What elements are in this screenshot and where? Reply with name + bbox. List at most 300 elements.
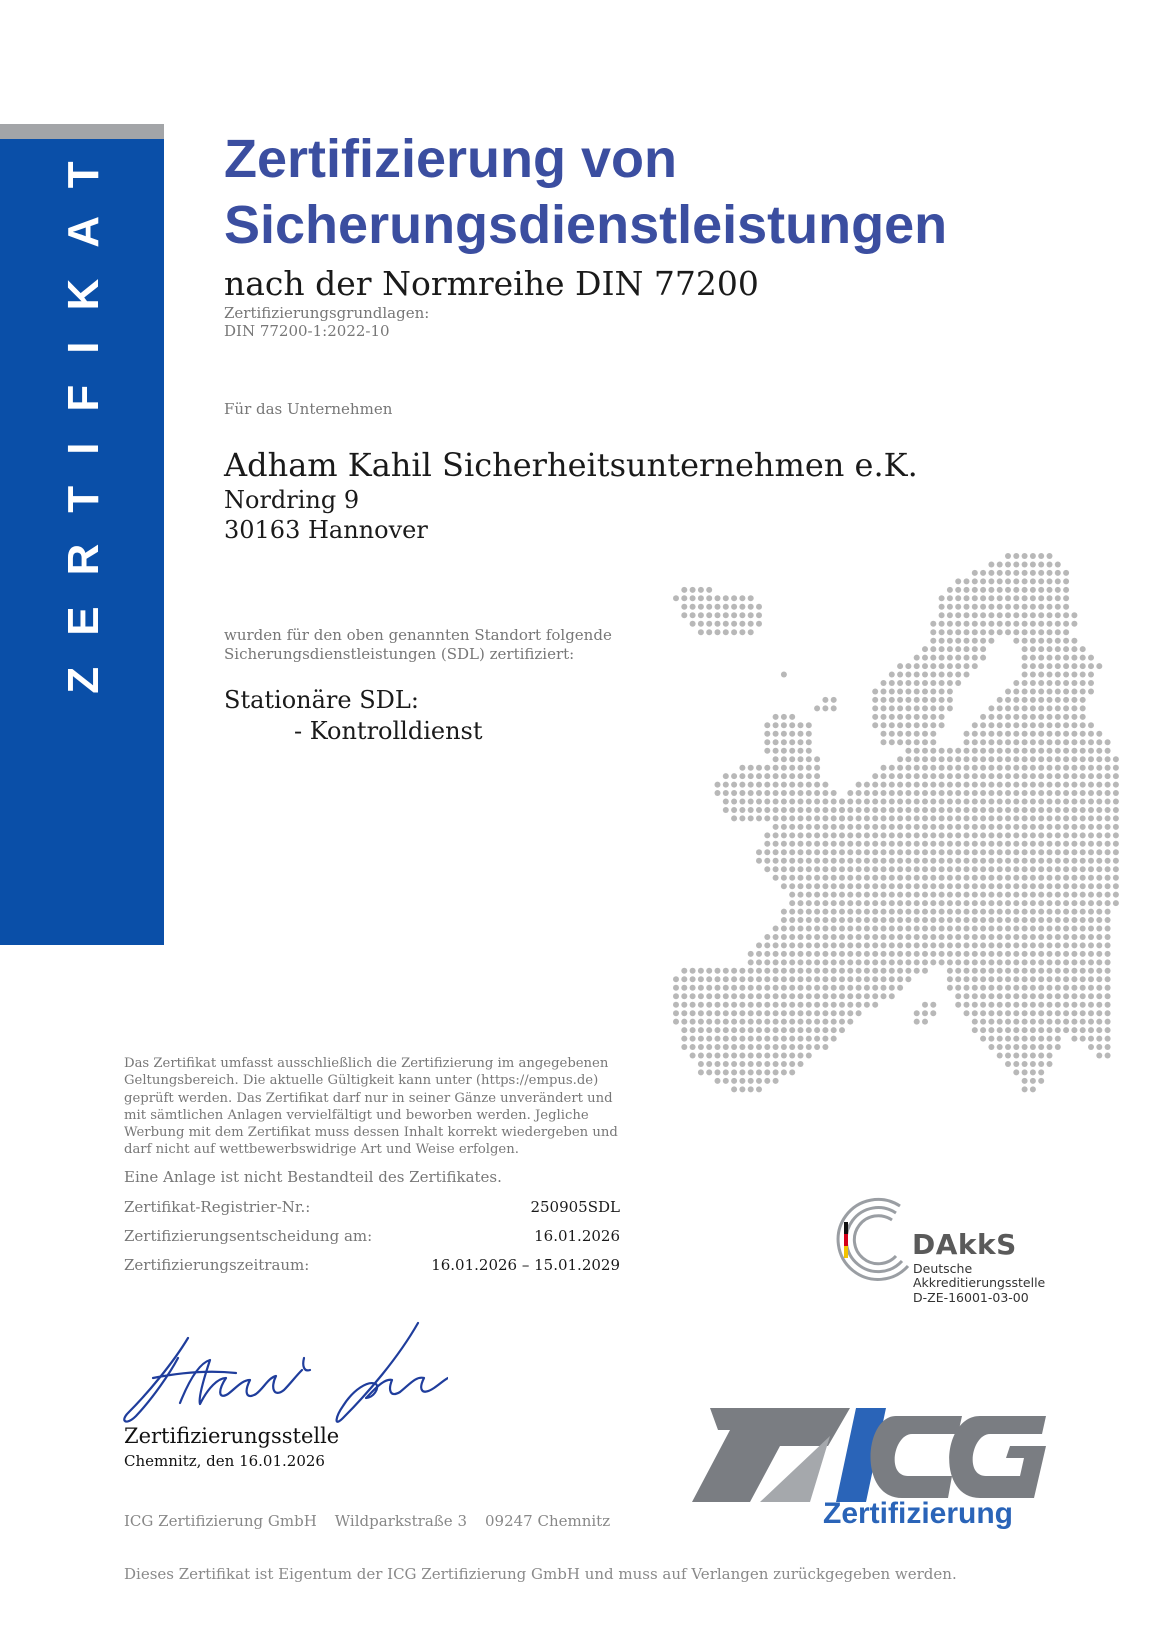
map-dot: [773, 824, 779, 830]
map-dot: [872, 959, 878, 965]
map-dot: [789, 765, 795, 771]
map-dot: [715, 1061, 721, 1067]
map-dot: [1047, 883, 1053, 889]
map-dot: [905, 917, 911, 923]
map-dot: [897, 909, 903, 915]
map-dot: [1013, 790, 1019, 796]
map-dot: [756, 621, 762, 627]
map-dot: [1096, 1036, 1102, 1042]
map-dot: [914, 697, 920, 703]
map-dot: [806, 900, 812, 906]
map-dot: [922, 807, 928, 813]
map-dot: [690, 587, 696, 593]
map-dot: [1030, 604, 1036, 610]
map-dot: [1013, 1053, 1019, 1059]
map-dot: [1030, 663, 1036, 669]
map-dot: [905, 934, 911, 940]
map-dot: [897, 858, 903, 864]
map-dot: [822, 815, 828, 821]
map-dot: [1005, 1027, 1011, 1033]
map-dot: [864, 892, 870, 898]
map-dot: [1013, 553, 1019, 559]
map-dot: [1080, 1002, 1086, 1008]
map-dot: [1063, 629, 1069, 635]
map-dot: [1022, 976, 1028, 982]
map-dot: [731, 1044, 737, 1050]
map-dot: [1030, 731, 1036, 737]
map-dot: [781, 993, 787, 999]
map-dot: [1063, 807, 1069, 813]
map-dot: [1030, 714, 1036, 720]
map-dot: [864, 985, 870, 991]
map-dot: [914, 858, 920, 864]
map-dot: [773, 934, 779, 940]
map-dot: [814, 909, 820, 915]
map-dot: [881, 926, 887, 932]
map-dot: [1071, 883, 1077, 889]
map-dot: [1047, 942, 1053, 948]
map-dot: [1055, 951, 1061, 957]
map-dot: [930, 917, 936, 923]
company-city: 30163 Hannover: [224, 516, 428, 544]
map-dot: [748, 1061, 754, 1067]
map-dot: [748, 799, 754, 805]
map-dot: [972, 604, 978, 610]
map-dot: [997, 993, 1003, 999]
map-dot: [764, 858, 770, 864]
map-dot: [1013, 731, 1019, 737]
map-dot: [798, 832, 804, 838]
map-dot: [864, 993, 870, 999]
map-dot: [1030, 900, 1036, 906]
map-dot: [1071, 799, 1077, 805]
map-dot: [806, 824, 812, 830]
map-dot: [806, 731, 812, 737]
map-dot: [1080, 942, 1086, 948]
map-dot: [905, 756, 911, 762]
map-dot: [1113, 824, 1119, 830]
map-dot: [1038, 714, 1044, 720]
map-dot: [1105, 875, 1111, 881]
map-dot: [939, 900, 945, 906]
map-dot: [889, 951, 895, 957]
map-dot: [764, 976, 770, 982]
map-dot: [1071, 815, 1077, 821]
map-dot: [1022, 968, 1028, 974]
map-dot: [1080, 917, 1086, 923]
map-dot: [1063, 773, 1069, 779]
map-dot: [1071, 655, 1077, 661]
map-dot: [897, 832, 903, 838]
map-dot: [1080, 900, 1086, 906]
map-dot: [889, 832, 895, 838]
map-dot: [1071, 892, 1077, 898]
map-dot: [1038, 646, 1044, 652]
map-dot: [731, 1019, 737, 1025]
map-dot: [756, 1010, 762, 1016]
map-dot: [1088, 739, 1094, 745]
map-dot: [1005, 909, 1011, 915]
map-dot: [905, 722, 911, 728]
map-dot: [1013, 968, 1019, 974]
map-dot: [972, 892, 978, 898]
map-dot: [698, 1061, 704, 1067]
map-dot: [1055, 638, 1061, 644]
map-dot: [1088, 858, 1094, 864]
map-dot: [773, 773, 779, 779]
map-dot: [1088, 722, 1094, 728]
map-dot: [980, 570, 986, 576]
map-dot: [1022, 705, 1028, 711]
map-dot: [856, 909, 862, 915]
map-dot: [881, 892, 887, 898]
map-dot: [1071, 689, 1077, 695]
map-dot: [889, 900, 895, 906]
map-dot: [1013, 799, 1019, 805]
map-dot: [789, 1019, 795, 1025]
map-dot: [748, 985, 754, 991]
map-dot: [706, 1027, 712, 1033]
map-dot: [1005, 883, 1011, 889]
map-dot: [1030, 697, 1036, 703]
map-dot: [864, 832, 870, 838]
map-dot: [814, 917, 820, 923]
map-dot: [889, 807, 895, 813]
map-dot: [1047, 722, 1053, 728]
map-dot: [673, 1019, 679, 1025]
map-dot: [1063, 815, 1069, 821]
map-dot: [1005, 875, 1011, 881]
map-dot: [1038, 765, 1044, 771]
map-dot: [1096, 959, 1102, 965]
map-dot: [748, 1002, 754, 1008]
map-dot: [806, 951, 812, 957]
map-dot: [748, 1044, 754, 1050]
map-dot: [964, 663, 970, 669]
map-dot: [881, 722, 887, 728]
map-dot: [1038, 731, 1044, 737]
map-dot: [972, 612, 978, 618]
map-dot: [1063, 849, 1069, 855]
map-dot: [1030, 799, 1036, 805]
map-dot: [980, 866, 986, 872]
map-dot: [980, 731, 986, 737]
scope-category: Stationäre SDL:: [224, 686, 419, 714]
map-dot: [1063, 680, 1069, 686]
map-dot: [723, 799, 729, 805]
map-dot: [1063, 604, 1069, 610]
map-dot: [939, 858, 945, 864]
map-dot: [947, 849, 953, 855]
map-dot: [1047, 748, 1053, 754]
map-dot: [964, 917, 970, 923]
map-dot: [706, 985, 712, 991]
map-dot: [706, 604, 712, 610]
map-dot: [756, 1036, 762, 1042]
map-dot: [756, 815, 762, 821]
map-dot: [972, 959, 978, 965]
map-dot: [881, 773, 887, 779]
map-dot: [889, 765, 895, 771]
map-dot: [1063, 739, 1069, 745]
company-name: Adham Kahil Sicherheitsunternehmen e.K.: [224, 446, 918, 484]
map-dot: [947, 799, 953, 805]
map-dot: [1005, 773, 1011, 779]
map-dot: [789, 985, 795, 991]
map-dot: [889, 680, 895, 686]
map-dot: [1022, 570, 1028, 576]
map-dot: [1055, 875, 1061, 881]
map-dot: [997, 578, 1003, 584]
map-dot: [1080, 909, 1086, 915]
map-dot: [764, 1002, 770, 1008]
map-dot: [964, 959, 970, 965]
map-dot: [764, 722, 770, 728]
map-dot: [1038, 1078, 1044, 1084]
map-dot: [847, 934, 853, 940]
map-dot: [889, 934, 895, 940]
map-dot: [798, 748, 804, 754]
map-dot: [1096, 824, 1102, 830]
map-dot: [789, 1036, 795, 1042]
map-dot: [897, 756, 903, 762]
map-dot: [847, 993, 853, 999]
map-dot: [789, 976, 795, 982]
map-dot: [1088, 799, 1094, 805]
map-dot: [839, 900, 845, 906]
map-dot: [814, 858, 820, 864]
map-dot: [690, 1053, 696, 1059]
map-dot: [905, 858, 911, 864]
map-dot: [781, 790, 787, 796]
map-dot: [1005, 799, 1011, 805]
map-dot: [814, 807, 820, 813]
map-dot: [1005, 705, 1011, 711]
map-dot: [1047, 807, 1053, 813]
map-dot: [1022, 1053, 1028, 1059]
map-dot: [806, 739, 812, 745]
map-dot: [1055, 782, 1061, 788]
map-dot: [798, 976, 804, 982]
map-dot: [731, 976, 737, 982]
map-dot: [972, 655, 978, 661]
map-dot: [781, 722, 787, 728]
map-dot: [856, 824, 862, 830]
map-dot: [1055, 672, 1061, 678]
map-dot: [831, 875, 837, 881]
map-dot: [1038, 824, 1044, 830]
map-dot: [1022, 587, 1028, 593]
map-dot: [1047, 629, 1053, 635]
map-dot: [723, 1053, 729, 1059]
map-dot: [781, 731, 787, 737]
map-dot: [972, 646, 978, 652]
map-dot: [955, 934, 961, 940]
map-dot: [889, 815, 895, 821]
map-dot: [914, 951, 920, 957]
map-dot: [814, 705, 820, 711]
map-dot: [922, 849, 928, 855]
map-dot: [715, 1078, 721, 1084]
map-dot: [1038, 1069, 1044, 1075]
map-dot: [955, 646, 961, 652]
map-dot: [881, 824, 887, 830]
map-dot: [1055, 1036, 1061, 1042]
map-dot: [1055, 807, 1061, 813]
map-dot: [955, 824, 961, 830]
map-dot: [988, 1044, 994, 1050]
map-dot: [822, 942, 828, 948]
map-dot: [930, 697, 936, 703]
map-dot: [947, 612, 953, 618]
map-dot: [839, 959, 845, 965]
map-dot: [1105, 832, 1111, 838]
map-dot: [1055, 883, 1061, 889]
map-dot: [723, 1002, 729, 1008]
map-dot: [1022, 807, 1028, 813]
map-dot: [1038, 663, 1044, 669]
map-dot: [1038, 782, 1044, 788]
map-dot: [1071, 756, 1077, 762]
map-dot: [939, 595, 945, 601]
map-dot: [964, 782, 970, 788]
map-dot: [1013, 892, 1019, 898]
map-dot: [988, 968, 994, 974]
map-dot: [1088, 976, 1094, 982]
map-dot: [1113, 765, 1119, 771]
map-dot: [1022, 993, 1028, 999]
map-dot: [1105, 782, 1111, 788]
map-dot: [1013, 917, 1019, 923]
map-dot: [889, 705, 895, 711]
map-dot: [889, 985, 895, 991]
map-dot: [814, 849, 820, 855]
map-dot: [1105, 909, 1111, 915]
map-dot: [1080, 849, 1086, 855]
map-dot: [773, 731, 779, 737]
map-dot: [1005, 832, 1011, 838]
map-dot: [1071, 1027, 1077, 1033]
map-dot: [1013, 629, 1019, 635]
map-dot: [1096, 900, 1102, 906]
map-dot: [1030, 959, 1036, 965]
map-dot: [964, 765, 970, 771]
map-dot: [1071, 722, 1077, 728]
map-dot: [822, 1044, 828, 1050]
map-dot: [1080, 646, 1086, 652]
map-dot: [1047, 562, 1053, 568]
map-dot: [988, 1010, 994, 1016]
map-dot: [1030, 1044, 1036, 1050]
map-dot: [839, 1010, 845, 1016]
map-dot: [905, 926, 911, 932]
map-dot: [698, 1027, 704, 1033]
map-dot: [798, 815, 804, 821]
map-dot: [1030, 815, 1036, 821]
map-dot: [781, 832, 787, 838]
map-dot: [1055, 731, 1061, 737]
map-dot: [980, 765, 986, 771]
map-dot: [1113, 900, 1119, 906]
map-dot: [1013, 587, 1019, 593]
map-dot: [914, 807, 920, 813]
map-dot: [1063, 689, 1069, 695]
map-dot: [1047, 1044, 1053, 1050]
map-dot: [806, 841, 812, 847]
map-dot: [980, 968, 986, 974]
map-dot: [723, 782, 729, 788]
map-dot: [831, 900, 837, 906]
map-dot: [1038, 748, 1044, 754]
map-dot: [773, 748, 779, 754]
map-dot: [980, 714, 986, 720]
map-dot: [930, 841, 936, 847]
map-dot: [864, 782, 870, 788]
map-dot: [972, 1002, 978, 1008]
map-dot: [822, 790, 828, 796]
map-dot: [905, 748, 911, 754]
map-dot: [839, 968, 845, 974]
map-dot: [1013, 807, 1019, 813]
map-dot: [1047, 900, 1053, 906]
map-dot: [881, 841, 887, 847]
map-dot: [980, 875, 986, 881]
map-dot: [723, 1069, 729, 1075]
map-dot: [1022, 765, 1028, 771]
map-dot: [1005, 1036, 1011, 1042]
map-dot: [922, 773, 928, 779]
map-dot: [1080, 655, 1086, 661]
map-dot: [1071, 951, 1077, 957]
map-dot: [1047, 1002, 1053, 1008]
map-dot: [847, 815, 853, 821]
map-dot: [1005, 604, 1011, 610]
map-dot: [1047, 739, 1053, 745]
map-dot: [1105, 1053, 1111, 1059]
map-dot: [1022, 824, 1028, 830]
map-dot: [1005, 621, 1011, 627]
map-dot: [997, 849, 1003, 855]
map-dot: [914, 815, 920, 821]
map-dot: [1013, 976, 1019, 982]
map-dot: [964, 621, 970, 627]
map-dot: [1105, 756, 1111, 762]
map-dot: [1030, 917, 1036, 923]
map-dot: [698, 976, 704, 982]
map-dot: [905, 739, 911, 745]
map-dot: [1088, 968, 1094, 974]
map-dot: [1063, 917, 1069, 923]
map-dot: [1030, 968, 1036, 974]
map-dot: [1096, 985, 1102, 991]
map-dot: [914, 731, 920, 737]
map-dot: [1096, 909, 1102, 915]
map-dot: [930, 1002, 936, 1008]
map-dot: [1047, 705, 1053, 711]
map-dot: [964, 587, 970, 593]
map-dot: [748, 1069, 754, 1075]
map-dot: [997, 714, 1003, 720]
map-dot: [889, 892, 895, 898]
map-dot: [930, 638, 936, 644]
map-dot: [905, 765, 911, 771]
map-dot: [914, 942, 920, 948]
map-dot: [1047, 1036, 1053, 1042]
map-dot: [822, 892, 828, 898]
map-dot: [997, 799, 1003, 805]
map-dot: [980, 909, 986, 915]
map-dot: [715, 976, 721, 982]
